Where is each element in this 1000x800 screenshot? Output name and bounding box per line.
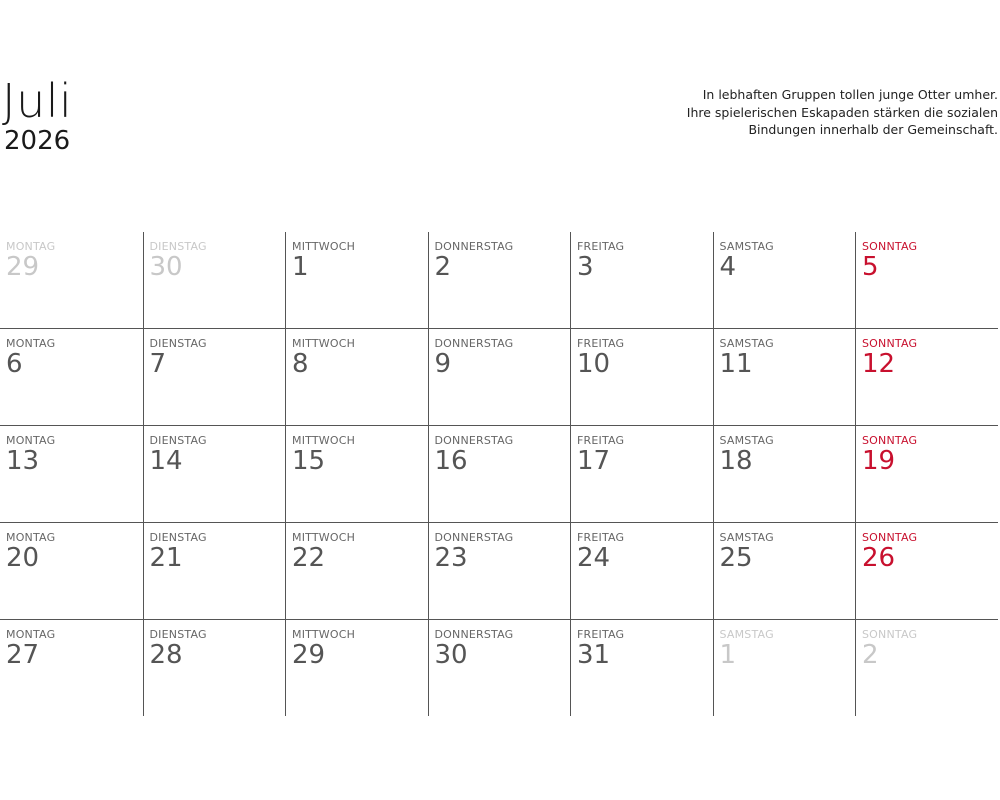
calendar-day-cell <box>0 232 143 328</box>
calendar-day-cell <box>428 426 571 522</box>
weekday-label: MITTWOCH <box>292 628 356 641</box>
calendar-day-cell <box>143 523 286 619</box>
calendar-day-cell <box>855 426 998 522</box>
day-number: 11 <box>719 349 753 379</box>
caption-line: Ihre spielerischen Eskapaden stärken die sozialen <box>686 104 998 120</box>
weekday-label: FREITAG <box>577 337 625 350</box>
day-number: 29 <box>292 640 326 670</box>
day-number: 13 <box>6 446 40 476</box>
calendar-day-cell <box>285 232 428 328</box>
caption-line: Bindungen innerhalb der Gemeinschaft. <box>748 122 998 137</box>
weekday-label: SONNTAG <box>862 434 918 447</box>
weekday-label: MITTWOCH <box>292 531 356 544</box>
calendar-day-cell <box>570 523 713 619</box>
day-number: 2 <box>434 252 452 282</box>
weekday-label: MITTWOCH <box>292 434 356 447</box>
day-number: 9 <box>434 349 452 379</box>
calendar-day-cell <box>285 523 428 619</box>
calendar-day-cell <box>0 523 143 619</box>
day-number: 15 <box>292 446 326 476</box>
day-number: 22 <box>292 543 326 573</box>
day-number: 31 <box>577 640 611 670</box>
weekday-label: DONNERSTAG <box>434 337 514 350</box>
weekday-label: FREITAG <box>577 240 625 253</box>
calendar-day-cell <box>0 426 143 522</box>
month-title: Juli <box>2 74 73 128</box>
calendar-day-cell <box>713 523 856 619</box>
day-number: 17 <box>577 446 611 476</box>
calendar-day-cell <box>285 620 428 716</box>
day-number: 19 <box>862 446 896 476</box>
calendar-week-row <box>0 522 998 619</box>
weekday-label: FREITAG <box>577 531 625 544</box>
weekday-label: SONNTAG <box>862 531 918 544</box>
calendar-day-cell <box>143 329 286 425</box>
day-number: 1 <box>292 252 309 282</box>
day-number: 25 <box>719 543 753 573</box>
calendar-day-cell <box>0 620 143 716</box>
weekday-label: DIENSTAG <box>149 337 207 350</box>
day-number: 16 <box>434 446 468 476</box>
day-number: 30 <box>149 252 183 282</box>
weekday-label: SAMSTAG <box>719 240 774 253</box>
calendar-week-row <box>0 425 998 522</box>
calendar-day-cell <box>0 329 143 425</box>
day-number: 18 <box>719 446 753 476</box>
calendar-day-cell <box>713 620 856 716</box>
calendar-day-cell <box>570 232 713 328</box>
weekday-label: SONNTAG <box>862 628 918 641</box>
weekday-label: DIENSTAG <box>149 434 207 447</box>
calendar-day-cell <box>570 426 713 522</box>
day-number: 27 <box>6 640 40 670</box>
weekday-label: FREITAG <box>577 628 625 641</box>
day-number: 10 <box>577 349 611 379</box>
weekday-label: DIENSTAG <box>149 240 207 253</box>
weekday-label: MONTAG <box>6 240 56 253</box>
calendar-day-cell <box>855 620 998 716</box>
calendar-day-cell <box>428 620 571 716</box>
calendar-day-cell <box>428 232 571 328</box>
caption-line: In lebhaften Gruppen tollen junge Otter umher. <box>702 87 998 102</box>
day-number: 28 <box>149 640 183 670</box>
day-number: 5 <box>862 252 879 282</box>
weekday-label: SAMSTAG <box>719 337 774 350</box>
day-number: 7 <box>149 349 167 379</box>
day-number: 30 <box>434 640 468 670</box>
weekday-label: SAMSTAG <box>719 434 774 447</box>
weekday-label: SONNTAG <box>862 240 918 253</box>
weekday-label: DONNERSTAG <box>434 628 514 641</box>
calendar-day-cell <box>855 232 998 328</box>
weekday-label: MONTAG <box>6 434 56 447</box>
weekday-label: MONTAG <box>6 337 56 350</box>
calendar-day-cell <box>855 523 998 619</box>
calendar-day-cell <box>570 329 713 425</box>
weekday-label: SAMSTAG <box>719 531 774 544</box>
calendar-week-row <box>0 328 998 425</box>
weekday-label: FREITAG <box>577 434 625 447</box>
day-number: 21 <box>149 543 183 573</box>
weekday-label: DIENSTAG <box>149 531 207 544</box>
weekday-label: MONTAG <box>6 628 56 641</box>
calendar-day-cell <box>713 329 856 425</box>
day-number: 12 <box>862 349 896 379</box>
calendar-day-cell <box>713 426 856 522</box>
calendar-day-cell <box>285 426 428 522</box>
weekday-label: MITTWOCH <box>292 337 356 350</box>
day-number: 20 <box>6 543 40 573</box>
year-title: 2026 <box>4 126 71 156</box>
calendar-day-cell <box>143 620 286 716</box>
calendar-day-cell <box>285 329 428 425</box>
weekday-label: DONNERSTAG <box>434 434 514 447</box>
calendar-week-row <box>0 619 998 716</box>
weekday-label: DONNERSTAG <box>434 531 514 544</box>
weekday-label: SONNTAG <box>862 337 918 350</box>
calendar-day-cell <box>143 426 286 522</box>
calendar-day-cell <box>570 620 713 716</box>
weekday-label: SAMSTAG <box>719 628 774 641</box>
weekday-label: MONTAG <box>6 531 56 544</box>
day-number: 14 <box>149 446 183 476</box>
calendar-grid <box>0 232 998 716</box>
day-number: 26 <box>862 543 896 573</box>
day-number: 2 <box>862 640 879 670</box>
day-number: 8 <box>292 349 309 379</box>
weekday-label: DIENSTAG <box>149 628 207 641</box>
day-number: 24 <box>577 543 611 573</box>
calendar-day-cell <box>713 232 856 328</box>
weekday-label: DONNERSTAG <box>434 240 514 253</box>
day-number: 29 <box>6 252 40 282</box>
calendar-caption <box>578 86 998 139</box>
day-number: 4 <box>719 252 737 282</box>
calendar-day-cell <box>143 232 286 328</box>
day-number: 1 <box>719 640 737 670</box>
day-number: 6 <box>6 349 23 379</box>
day-number: 23 <box>434 543 468 573</box>
calendar-day-cell <box>855 329 998 425</box>
calendar-day-cell <box>428 329 571 425</box>
weekday-label: MITTWOCH <box>292 240 356 253</box>
calendar-day-cell <box>428 523 571 619</box>
calendar-week-row <box>0 232 998 328</box>
day-number: 3 <box>577 252 594 282</box>
